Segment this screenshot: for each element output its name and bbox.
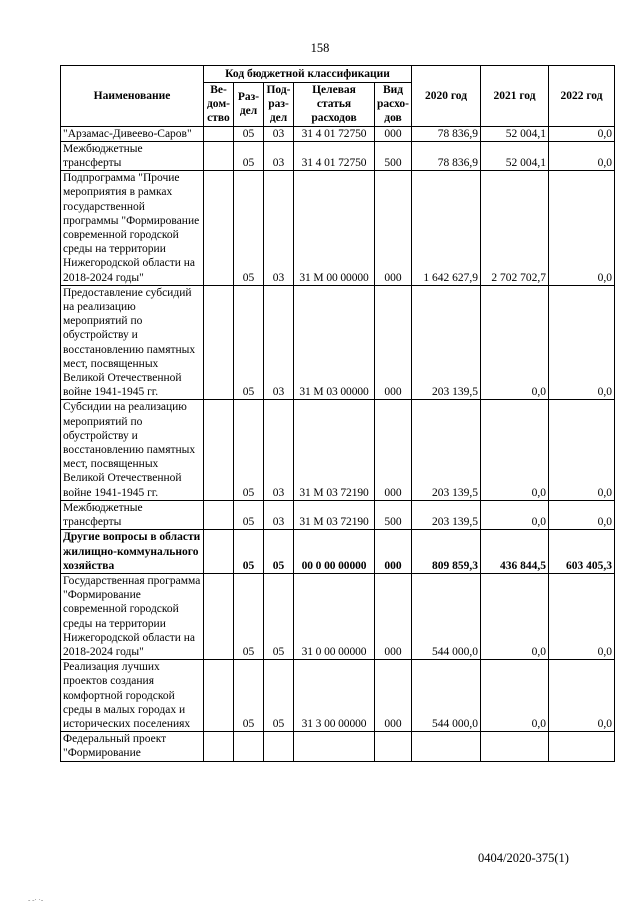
cell-year-2020: 203 139,5 [412, 400, 481, 500]
cell-year-2021: 2 702 702,7 [481, 171, 549, 286]
cell-vid-rashodov: 000 [375, 400, 412, 500]
cell-razdel [234, 732, 264, 761]
cell-podrazdel: 05 [264, 530, 294, 574]
cell-vid-rashodov: 000 [375, 285, 412, 400]
cell-year-2021: 0,0 [481, 573, 549, 659]
cell-name: Федеральный проект "Формирование [61, 732, 204, 761]
cell-target-article: 31 4 01 72750 [294, 141, 375, 170]
header-name: Наименование [61, 66, 204, 127]
cell-vedomstvo [204, 141, 234, 170]
cell-vid-rashodov: 500 [375, 500, 412, 529]
cell-vedomstvo [204, 126, 234, 141]
cell-year-2022: 0,0 [549, 126, 615, 141]
header-year-2021: 2021 год [481, 66, 549, 127]
cell-year-2021: 0,0 [481, 660, 549, 732]
cell-year-2022: 0,0 [549, 141, 615, 170]
cell-year-2021: 436 844,5 [481, 530, 549, 574]
cell-year-2022 [549, 732, 615, 761]
cell-razdel: 05 [234, 171, 264, 286]
cell-year-2021: 52 004,1 [481, 126, 549, 141]
table-row [61, 141, 615, 170]
cell-vid-rashodov: 000 [375, 171, 412, 286]
document-code: 0404/2020-375(1) [478, 851, 569, 865]
cell-year-2020: 78 836,9 [412, 126, 481, 141]
cell-vid-rashodov: 000 [375, 126, 412, 141]
cell-year-2022: 603 405,3 [549, 530, 615, 574]
cell-year-2022: 0,0 [549, 171, 615, 286]
table-row [61, 500, 615, 529]
cell-name: Субсидии на реализацию мероприятий по обустройству и восстановлению памятных мест, посвященных Великой Отечественной войне 1941-1945 гг. [61, 400, 204, 500]
header-target-line: расходов [311, 112, 357, 125]
cell-podrazdel: 05 [264, 573, 294, 659]
header-podrazdel-line: дел [269, 112, 288, 125]
cell-year-2020: 203 139,5 [412, 285, 481, 400]
cell-target-article: 31 М 03 72190 [294, 400, 375, 500]
table-row [61, 126, 615, 141]
cell-year-2020: 78 836,9 [412, 141, 481, 170]
cell-podrazdel: 03 [264, 126, 294, 141]
cell-year-2022: 0,0 [549, 573, 615, 659]
cell-year-2020 [412, 732, 481, 761]
cell-vid-rashodov: 000 [375, 660, 412, 732]
cell-vedomstvo [204, 500, 234, 529]
header-budget-code-group: Код бюджетной классификации [204, 66, 412, 83]
cell-vedomstvo [204, 573, 234, 659]
cell-target-article: 31 М 03 00000 [294, 285, 375, 400]
header-razdel-line: Раз- [237, 91, 260, 104]
cell-podrazdel [264, 732, 294, 761]
header-vid-line: дов [384, 112, 402, 125]
cell-year-2021: 0,0 [481, 400, 549, 500]
scan-mark: - -· ·- [28, 896, 44, 904]
cell-name: Предоставление субсидий на реализацию мероприятий по обустройству и восстановлению памятных мест, посвященных Великой Отечественной войне 1941-1945 гг. [61, 285, 204, 400]
header-vid-line: расхо- [377, 98, 410, 111]
cell-year-2022: 0,0 [549, 500, 615, 529]
cell-vedomstvo [204, 285, 234, 400]
cell-podrazdel: 05 [264, 660, 294, 732]
header-vedomstvo [204, 83, 234, 127]
cell-name: "Арзамас-Дивеево-Саров" [61, 126, 204, 141]
cell-target-article: 31 0 00 00000 [294, 573, 375, 659]
cell-razdel: 05 [234, 660, 264, 732]
cell-target-article [294, 732, 375, 761]
header-year-2022: 2022 год [549, 66, 615, 127]
cell-razdel: 05 [234, 500, 264, 529]
cell-razdel: 05 [234, 530, 264, 574]
cell-vedomstvo [204, 660, 234, 732]
table-row [61, 573, 615, 659]
cell-vid-rashodov: 000 [375, 573, 412, 659]
cell-year-2020: 544 000,0 [412, 660, 481, 732]
header-podrazdel-line: раз- [268, 98, 289, 111]
header-vedomstvo-line: ство [207, 112, 230, 125]
cell-vid-rashodov: 500 [375, 141, 412, 170]
header-row-group [61, 66, 615, 83]
cell-target-article: 31 3 00 00000 [294, 660, 375, 732]
header-podrazdel [264, 83, 294, 127]
header-target-line: статья [316, 98, 352, 111]
cell-vid-rashodov [375, 732, 412, 761]
cell-podrazdel: 03 [264, 171, 294, 286]
cell-podrazdel: 03 [264, 400, 294, 500]
cell-year-2020: 203 139,5 [412, 500, 481, 529]
header-target-line: Целевая [312, 84, 356, 96]
header-vid-line: Вид [382, 84, 404, 96]
cell-year-2021: 0,0 [481, 500, 549, 529]
cell-year-2021 [481, 732, 549, 761]
cell-year-2021: 52 004,1 [481, 141, 549, 170]
cell-year-2022: 0,0 [549, 660, 615, 732]
cell-target-article: 31 4 01 72750 [294, 126, 375, 141]
cell-vid-rashodov: 000 [375, 530, 412, 574]
header-vid-rashodov [375, 83, 412, 127]
cell-vedomstvo [204, 530, 234, 574]
cell-razdel: 05 [234, 285, 264, 400]
page-number: 158 [310, 41, 330, 55]
cell-year-2020: 809 859,3 [412, 530, 481, 574]
cell-name: Межбюджетные трансферты [61, 500, 204, 529]
header-vedomstvo-line: Ве- [210, 84, 227, 96]
cell-razdel: 05 [234, 141, 264, 170]
cell-razdel: 05 [234, 400, 264, 500]
header-year-2020: 2020 год [412, 66, 481, 127]
cell-name: Государственная программа "Формирование современной городской среды на территории Нижегородской области на 2018-2024 годы" [61, 573, 204, 659]
cell-podrazdel: 03 [264, 141, 294, 170]
cell-year-2020: 544 000,0 [412, 573, 481, 659]
cell-target-article: 31 М 00 00000 [294, 171, 375, 286]
table-row [61, 530, 615, 574]
cell-name: Другие вопросы в области жилищно-коммунального хозяйства [61, 530, 204, 574]
header-razdel-line: дел [239, 105, 258, 118]
cell-vedomstvo [204, 400, 234, 500]
header-razdel [234, 83, 264, 127]
table-row [61, 400, 615, 500]
table-row [61, 732, 615, 761]
cell-year-2022: 0,0 [549, 285, 615, 400]
header-target-article [294, 83, 375, 127]
table-row [61, 171, 615, 286]
cell-year-2022: 0,0 [549, 400, 615, 500]
cell-year-2021: 0,0 [481, 285, 549, 400]
cell-target-article: 00 0 00 00000 [294, 530, 375, 574]
cell-razdel: 05 [234, 573, 264, 659]
cell-name: Подпрограмма "Прочие мероприятия в рамках государственной программы "Формирование современной городской среды на территории Нижегородской области на 2018-2024 годы" [61, 171, 204, 286]
cell-year-2020: 1 642 627,9 [412, 171, 481, 286]
cell-vedomstvo [204, 732, 234, 761]
cell-name: Реализация лучших проектов создания комфортной городской среды в малых городах и исторических поселениях [61, 660, 204, 732]
cell-podrazdel: 03 [264, 285, 294, 400]
cell-vedomstvo [204, 171, 234, 286]
header-podrazdel-line: Под- [266, 84, 291, 96]
budget-table [60, 65, 615, 762]
header-vedomstvo-line: дом- [206, 98, 230, 111]
cell-target-article: 31 М 03 72190 [294, 500, 375, 529]
budget-table-body [61, 126, 615, 761]
table-row [61, 660, 615, 732]
cell-name: Межбюджетные трансферты [61, 141, 204, 170]
cell-podrazdel: 03 [264, 500, 294, 529]
table-row [61, 285, 615, 400]
cell-razdel: 05 [234, 126, 264, 141]
